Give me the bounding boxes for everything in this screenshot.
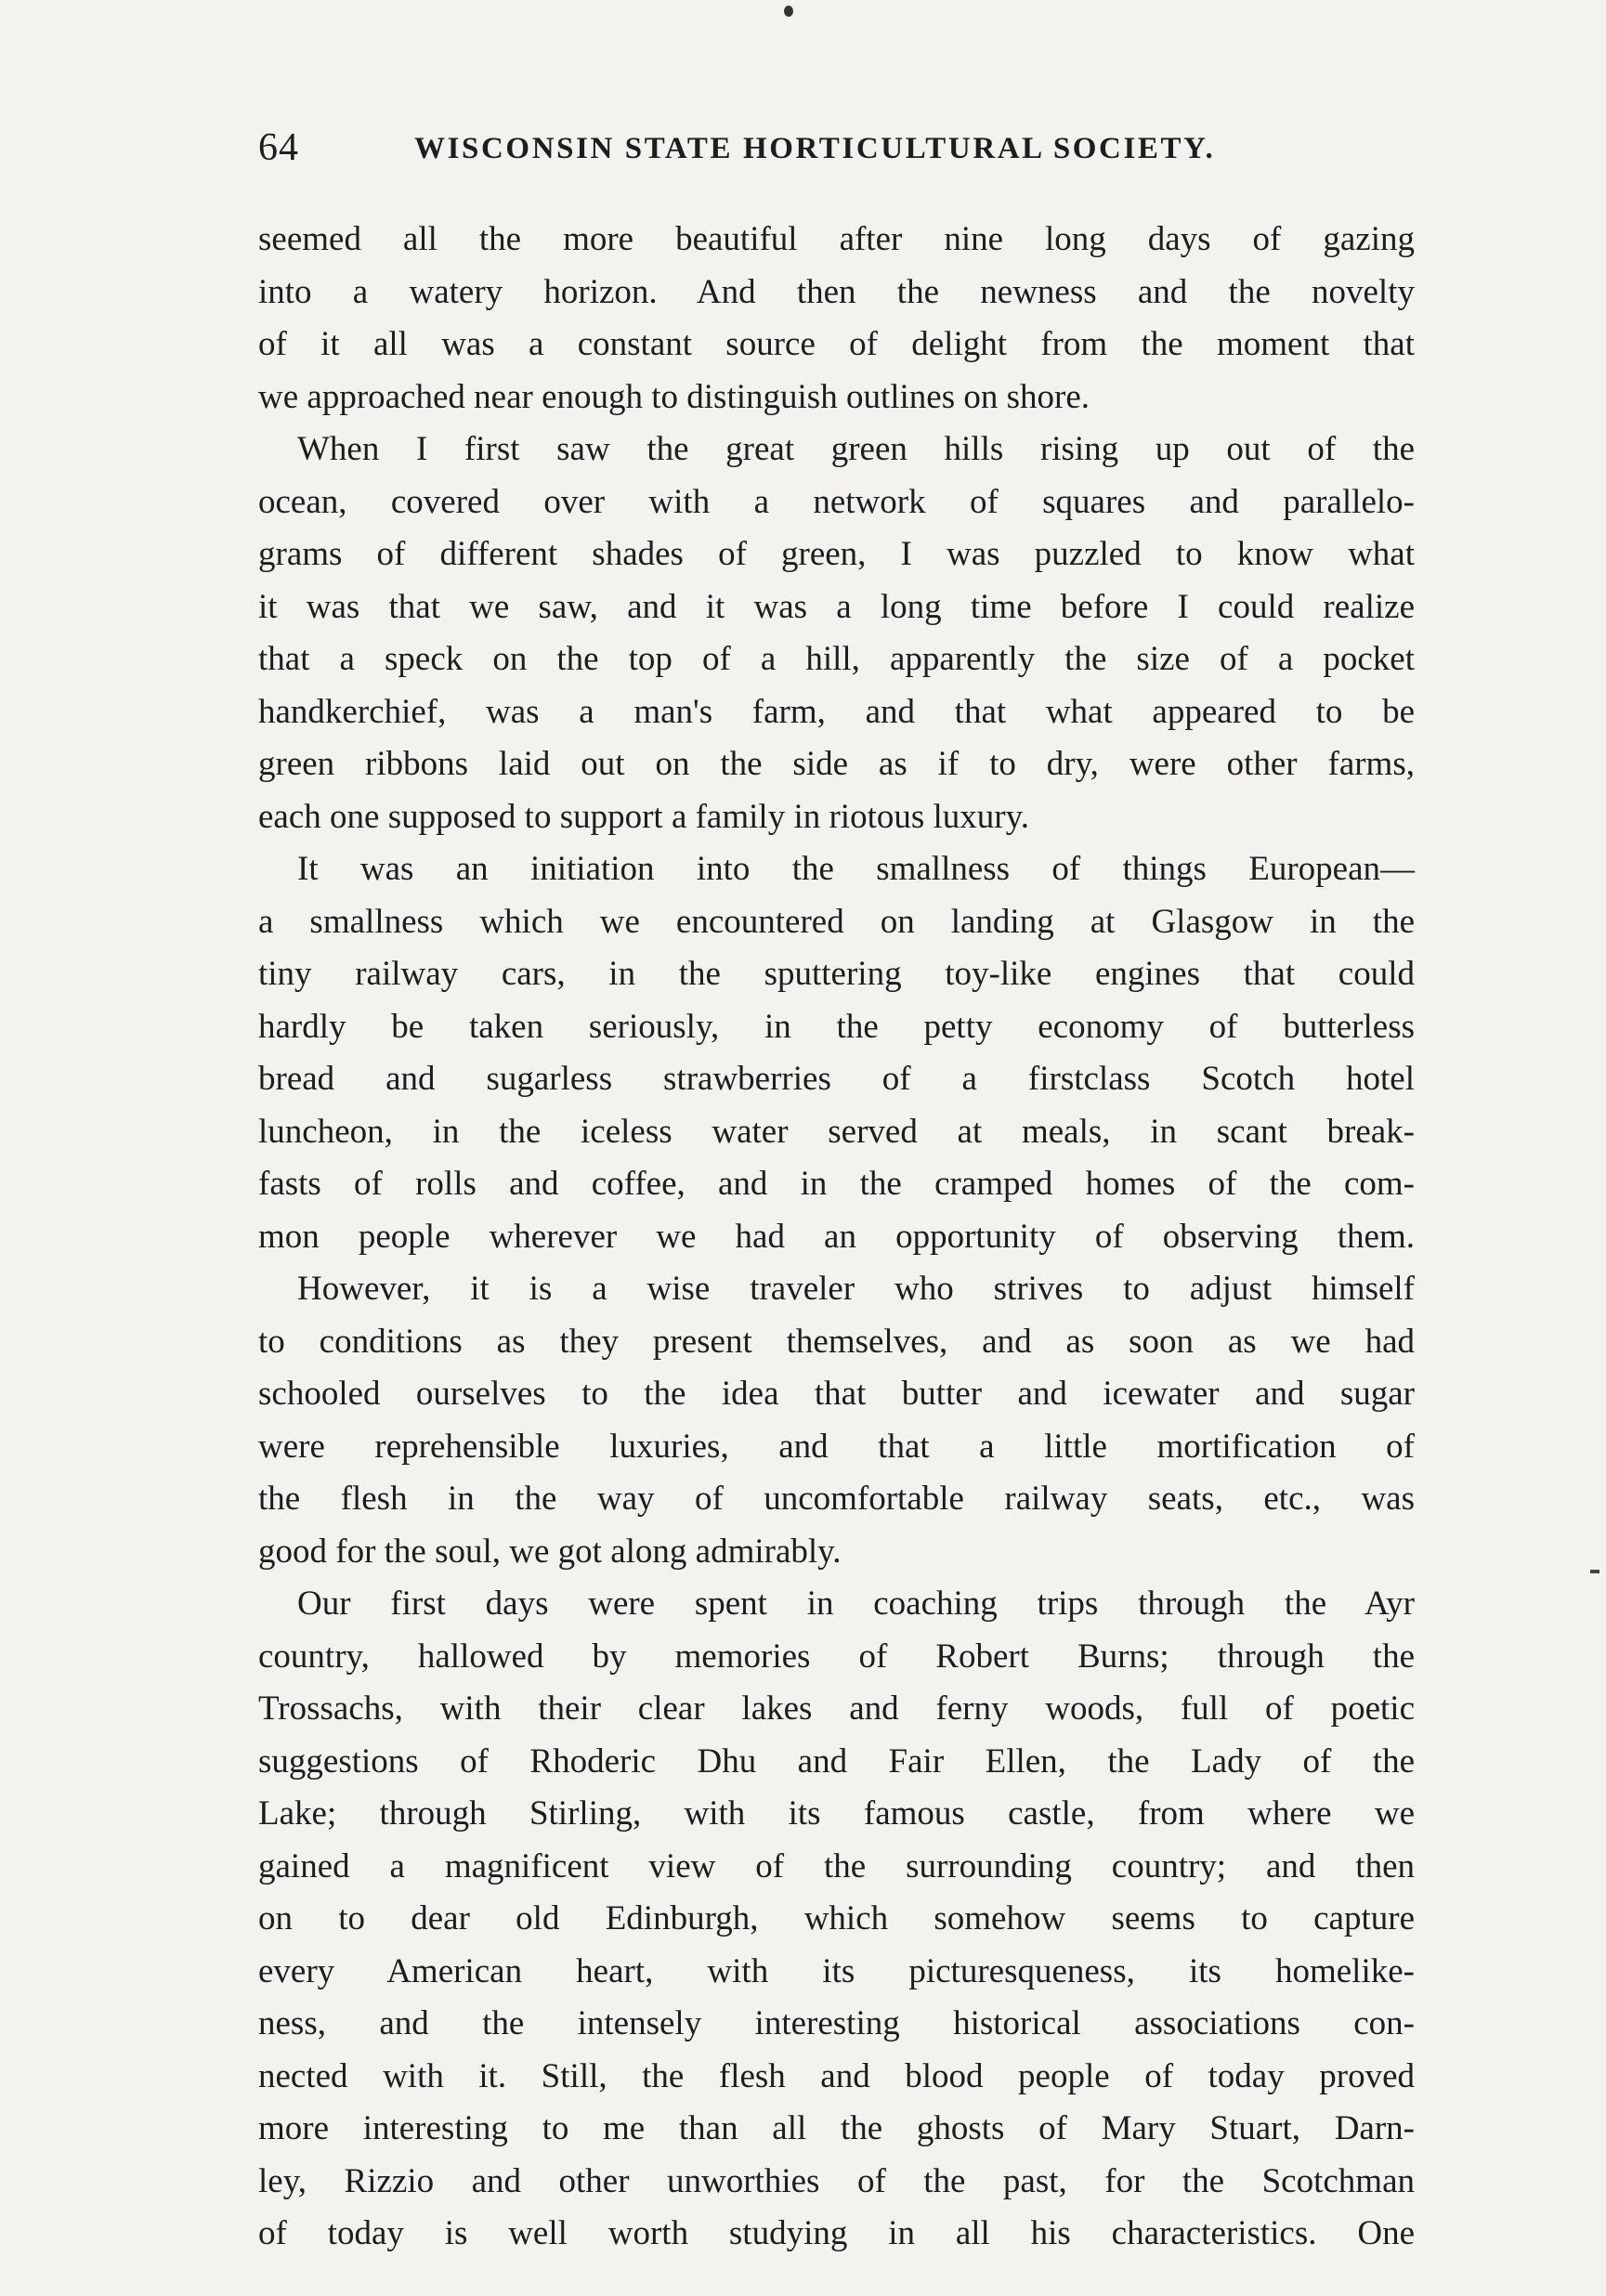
text-line: it was that we saw, and it was a long time before I could realize: [258, 587, 1415, 626]
text-line: each one supposed to support a family in riotous luxury.: [258, 797, 1029, 836]
text-line: gained a magnificent view of the surrounding country; and then: [258, 1846, 1415, 1885]
text-line: the flesh in the way of uncomfortable railway seats, etc., was: [258, 1480, 1415, 1518]
text-line: Lake; through Stirling, with its famous castle, from where we: [258, 1794, 1415, 1833]
text-line: fasts of rolls and coffee, and in the cramped homes of the com-: [258, 1165, 1415, 1203]
text-line: into a watery horizon. And then the newness and the novelty: [258, 272, 1415, 311]
text-line: good for the soul, we got along admirably.: [258, 1532, 842, 1571]
text-line: When I first saw the great green hills rising up out of the: [297, 430, 1415, 468]
text-line: a smallness which we encountered on landing at Glasgow in the: [258, 902, 1415, 941]
margin-mark: [1590, 1570, 1599, 1573]
text-line: to conditions as they present themselves, and as soon as we had: [258, 1322, 1415, 1361]
text-line: suggestions of Rhoderic Dhu and Fair Ellen, the Lady of the: [258, 1742, 1415, 1781]
text-line: ley, Rizzio and other unworthies of the past, for the Scotchman: [258, 2161, 1415, 2200]
text-line: grams of different shades of green, I was puzzled to know what: [258, 535, 1415, 573]
text-line: schooled ourselves to the idea that butter and icewater and sugar: [258, 1375, 1415, 1413]
text-line: hardly be taken seriously, in the petty economy of butterless: [258, 1007, 1415, 1046]
text-line: Our first days were spent in coaching trips through the Ayr: [297, 1585, 1415, 1623]
text-line: on to dear old Edinburgh, which somehow seems to capture: [258, 1899, 1415, 1937]
text-line: seemed all the more beautiful after nine long days of gazing: [258, 220, 1415, 258]
text-line: of today is well worth studying in all his characteristics. One: [258, 2214, 1415, 2252]
text-line: were reprehensible luxuries, and that a little mortification of: [258, 1427, 1415, 1466]
text-line: we approached near enough to distinguish outlines on shore.: [258, 377, 1090, 416]
body-text: [258, 214, 1415, 2261]
text-line: However, it is a wise traveler who strives to adjust himself: [297, 1270, 1415, 1308]
text-line: nected with it. Still, the flesh and blood people of today proved: [258, 2056, 1415, 2095]
text-line: Trossachs, with their clear lakes and ferny woods, full of poetic: [258, 1689, 1415, 1728]
text-line: green ribbons laid out on the side as if to dry, were other farms,: [258, 745, 1415, 783]
text-line: more interesting to me than all the ghosts of Mary Stuart, Darn-: [258, 2109, 1415, 2147]
ink-speck: [784, 6, 793, 17]
text-line: luncheon, in the iceless water served at meals, in scant break-: [258, 1112, 1415, 1151]
text-line: that a speck on the top of a hill, apparently the size of a pocket: [258, 640, 1415, 678]
running-title: WISCONSIN STATE HORTICULTURAL SOCIETY.: [414, 132, 1216, 165]
page-header: [258, 121, 1410, 176]
text-line: It was an initiation into the smallness of things European—: [297, 850, 1415, 888]
text-line: ocean, covered over with a network of squares and parallelo-: [258, 482, 1415, 521]
text-line: country, hallowed by memories of Robert Burns; through the: [258, 1637, 1415, 1676]
text-line: of it all was a constant source of delight from the moment that: [258, 325, 1415, 363]
text-line: mon people wherever we had an opportunity of observing them.: [258, 1217, 1415, 1256]
text-line: bread and sugarless strawberries of a firstclass Scotch hotel: [258, 1060, 1415, 1098]
text-line: handkerchief, was a man's farm, and that what appeared to be: [258, 692, 1415, 731]
text-line: tiny railway cars, in the sputtering toy-like engines that could: [258, 955, 1415, 993]
text-line: ness, and the intensely interesting historical associations con-: [258, 2004, 1415, 2042]
page-number: 64: [258, 126, 299, 169]
text-line: every American heart, with its picturesqueness, its homelike-: [258, 1951, 1415, 1990]
